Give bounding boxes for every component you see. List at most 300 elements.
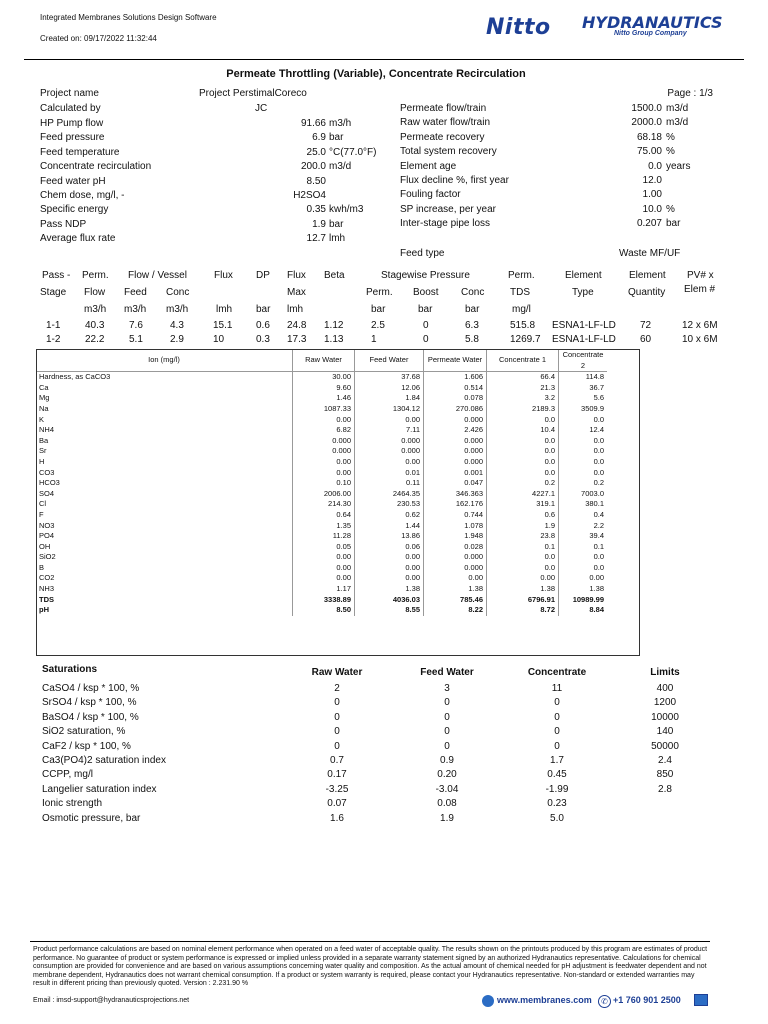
ion-cell: 1.9 bbox=[487, 521, 559, 532]
param-value: 0.35 bbox=[306, 204, 326, 216]
ion-cell: 6796.91 bbox=[487, 595, 559, 606]
ion-row bbox=[37, 552, 607, 563]
ion-cell: 785.46 bbox=[424, 595, 487, 606]
sat-cell: 2 bbox=[334, 683, 340, 694]
param-unit: % bbox=[666, 146, 675, 158]
ion-cell: 2464.35 bbox=[355, 489, 424, 500]
sat-cell: 0.45 bbox=[547, 769, 567, 781]
stage-cell: 0 bbox=[423, 334, 429, 345]
ion-cell: 12.06 bbox=[355, 383, 424, 394]
stage-cell: 1-2 bbox=[46, 334, 61, 345]
ion-cell: 0.06 bbox=[355, 542, 424, 553]
ion-cell: 0.000 bbox=[424, 436, 487, 447]
ion-cell: 7003.0 bbox=[559, 489, 608, 500]
ion-row bbox=[37, 584, 607, 595]
ion-cell: 0.0 bbox=[487, 446, 559, 457]
ion-cell: 0.00 bbox=[355, 415, 424, 426]
footer-divider bbox=[30, 941, 710, 942]
sat-cell: SiO2 saturation, % bbox=[42, 726, 126, 738]
hdr-m3h-3: m3/h bbox=[166, 304, 189, 315]
ion-cell: Mg bbox=[39, 393, 50, 403]
stage-cell: 10 x 6M bbox=[682, 334, 718, 345]
ion-row bbox=[37, 531, 607, 542]
param-label: HP Pump flow bbox=[40, 118, 104, 129]
nitto-logo: Nitto bbox=[486, 15, 551, 40]
ion-cell: 0.078 bbox=[424, 393, 487, 404]
ion-cell: 4036.03 bbox=[355, 595, 424, 606]
ion-header-cell: Concentrate 1 bbox=[487, 350, 559, 372]
param-unit: lmh bbox=[329, 233, 346, 245]
sat-cell: 0 bbox=[554, 726, 560, 738]
ion-cell: Ca bbox=[39, 382, 49, 392]
ion-cell: 0.514 bbox=[424, 383, 487, 394]
ion-row bbox=[37, 404, 607, 415]
ion-cell: 36.7 bbox=[559, 383, 608, 394]
ion-cell: 319.1 bbox=[487, 499, 559, 510]
ion-cell: 0.00 bbox=[293, 573, 355, 584]
param-value: 0.0 bbox=[648, 160, 662, 172]
param-value: 0.207 bbox=[636, 218, 662, 230]
ion-cell: 0.00 bbox=[293, 457, 355, 468]
sat-cell: 50000 bbox=[651, 740, 679, 752]
ion-table bbox=[37, 350, 607, 616]
param-label: Feed water pH bbox=[40, 175, 106, 187]
monitor-icon bbox=[694, 994, 708, 1006]
hdr-bar-2: bar bbox=[371, 304, 386, 315]
ion-cell: 0.000 bbox=[424, 563, 487, 574]
sat-cell: 0.07 bbox=[327, 798, 347, 810]
ion-cell: 0.0 bbox=[487, 457, 559, 468]
ion-cell: 1.38 bbox=[355, 584, 424, 595]
ion-cell: 0.000 bbox=[355, 446, 424, 457]
ion-row bbox=[37, 415, 607, 426]
param-unit: m3/d bbox=[329, 161, 352, 173]
ion-cell: 0.00 bbox=[293, 552, 355, 563]
hdr-perm-tds-1: Perm. bbox=[508, 270, 535, 281]
ion-cell: 0.00 bbox=[355, 457, 424, 468]
stage-cell: 40.3 bbox=[85, 320, 105, 331]
stage-cell: 1-1 bbox=[46, 320, 61, 331]
ion-cell: 37.68 bbox=[355, 372, 424, 383]
ion-row bbox=[37, 468, 607, 479]
param-value: 6.9 bbox=[312, 132, 326, 144]
ion-cell: 0.2 bbox=[559, 478, 608, 489]
param-label: Inter-stage pipe loss bbox=[400, 218, 491, 230]
param-unit: % bbox=[666, 203, 675, 215]
param-unit: years bbox=[666, 160, 691, 172]
param-label: Fouling factor bbox=[400, 189, 461, 201]
ion-row bbox=[37, 436, 607, 447]
ion-cell: 0.00 bbox=[559, 573, 608, 584]
param-unit: kwh/m3 bbox=[329, 204, 364, 216]
ion-cell: 2.426 bbox=[424, 425, 487, 436]
stage-cell: 2.9 bbox=[170, 334, 184, 345]
ion-cell: 0.000 bbox=[424, 415, 487, 426]
ion-cell: 214.30 bbox=[293, 499, 355, 510]
ion-cell: 3509.9 bbox=[559, 404, 608, 415]
ion-cell: 0.2 bbox=[487, 478, 559, 489]
sat-cell: 0.20 bbox=[437, 769, 457, 781]
stage-cell: 60 bbox=[640, 334, 652, 345]
param-value: 8.50 bbox=[306, 175, 326, 187]
feed-type-label: Feed type bbox=[400, 248, 445, 259]
sat-header: Saturations bbox=[42, 664, 98, 675]
sat-cell: 1.7 bbox=[550, 755, 564, 766]
stage-cell: 1.12 bbox=[324, 320, 344, 331]
ion-cell: 0.0 bbox=[487, 436, 559, 447]
ion-cell: 0.0 bbox=[559, 552, 608, 563]
ion-cell: Cl bbox=[39, 499, 47, 509]
sat-cell: 0 bbox=[554, 711, 560, 723]
param-label: Concentrate recirculation bbox=[40, 161, 152, 173]
software-name: Integrated Membranes Solutions Design Software bbox=[40, 13, 217, 22]
hdr-element-type-1: Element bbox=[565, 270, 602, 281]
param-unit: bar bbox=[329, 132, 344, 144]
hdr-pass: Pass - bbox=[42, 270, 71, 281]
ion-cell: 2189.3 bbox=[487, 404, 559, 415]
ion-cell: Na bbox=[39, 403, 49, 413]
ion-cell: H bbox=[39, 456, 45, 466]
ion-cell: 0.64 bbox=[293, 510, 355, 521]
ion-cell: 1.35 bbox=[293, 521, 355, 532]
sat-cell: -3.04 bbox=[435, 783, 459, 795]
ion-cell: 8.72 bbox=[487, 605, 559, 616]
sat-header: Feed Water bbox=[420, 667, 474, 678]
ion-cell: 8.84 bbox=[559, 605, 608, 616]
sat-cell: 2.8 bbox=[658, 783, 672, 795]
ion-cell: 0.05 bbox=[293, 542, 355, 553]
sat-cell: 0 bbox=[444, 711, 450, 723]
hdr-bar-4: bar bbox=[465, 304, 480, 315]
ion-row bbox=[37, 478, 607, 489]
sat-cell: 0 bbox=[334, 740, 340, 752]
param-unit: m3/d bbox=[666, 117, 689, 129]
hdr-feed: Feed bbox=[124, 287, 147, 298]
ion-cell: 0.001 bbox=[424, 468, 487, 479]
sat-cell: 0 bbox=[444, 697, 450, 709]
param-value: 1.9 bbox=[312, 218, 326, 230]
hdr-beta: Beta bbox=[324, 270, 345, 281]
ion-cell: 270.086 bbox=[424, 404, 487, 415]
stage-cell: 5.1 bbox=[129, 334, 143, 345]
stage-cell: 7.6 bbox=[129, 320, 143, 331]
param-value: 2000.0 bbox=[631, 117, 662, 129]
sat-cell: 400 bbox=[656, 683, 674, 694]
ion-row bbox=[37, 563, 607, 574]
hdr-pv-1: PV# x bbox=[687, 270, 714, 281]
ion-cell: 1.078 bbox=[424, 521, 487, 532]
ion-cell: 0.000 bbox=[293, 436, 355, 447]
ion-cell: 0.0 bbox=[559, 436, 608, 447]
ion-cell: 10989.99 bbox=[559, 595, 608, 606]
ion-cell: K bbox=[39, 414, 45, 424]
sat-cell: Ionic strength bbox=[42, 798, 103, 810]
ion-cell: 1.948 bbox=[424, 531, 487, 542]
support-email[interactable]: Email : imsd-support@hydranauticsprojections.net bbox=[33, 997, 190, 1004]
hdr-flux-max-1: Flux bbox=[287, 270, 306, 281]
ion-cell: SO4 bbox=[39, 488, 55, 498]
globe-icon bbox=[482, 995, 494, 1007]
ion-cell: 1.17 bbox=[293, 584, 355, 595]
hdr-conc-pressure: Conc bbox=[461, 287, 485, 298]
ion-cell: 1.606 bbox=[424, 372, 487, 383]
ion-cell: 0.0 bbox=[487, 552, 559, 563]
param-value: 10.0 bbox=[642, 203, 662, 215]
sat-header: Raw Water bbox=[311, 667, 363, 678]
ion-header-cell: Feed Water bbox=[355, 350, 424, 372]
ion-header-cell: Concentrate 2 bbox=[559, 350, 608, 372]
ion-cell: 162.176 bbox=[424, 499, 487, 510]
ion-cell: Sr bbox=[39, 446, 47, 456]
sat-cell: Langelier saturation index bbox=[42, 783, 157, 795]
ion-cell: 0.01 bbox=[355, 468, 424, 479]
ion-cell: 0.00 bbox=[293, 468, 355, 479]
stage-cell: 6.3 bbox=[465, 320, 479, 331]
ion-cell: 0.0 bbox=[559, 468, 608, 479]
ion-cell: OH bbox=[39, 541, 51, 551]
param-label: Raw water flow/train bbox=[400, 117, 491, 129]
ion-cell: 0.000 bbox=[355, 436, 424, 447]
ion-cell: 39.4 bbox=[559, 531, 608, 542]
sat-cell: 10000 bbox=[651, 711, 679, 723]
disclaimer: Product performance calculations are based on nominal element performance when operated on a feed water of acceptable quality. The results shown on the printouts produced by this program are estimates of product performance. No guarantee of product or system performance is expressed or implied unless provided in a separate warranty statement signed by an authorized Hydranautics representative. Calculations for chemical consumption are provided for convenience and are based on various assumptions concerning water quality and composition. As the actual amount of chemical needed for pH adjustment is feedwater dependent and not membrane dependent, Hydranautics does not warrant chemical consumption. If a product or system warranty is required, please contact your Hydranautics representative. Non-standard or extended warranties may result in different pricing than previously quoted. Version : 2.231.90 % bbox=[33, 946, 708, 988]
param-value: 1500.0 bbox=[631, 103, 662, 114]
stage-cell: ESNA1-LF-LD bbox=[552, 320, 616, 331]
created-date: Created on: 09/17/2022 11:32:44 bbox=[40, 34, 157, 43]
ion-cell: TDS bbox=[39, 594, 54, 604]
ion-row bbox=[37, 489, 607, 500]
ion-row bbox=[37, 595, 607, 606]
stage-cell: 5.8 bbox=[465, 334, 479, 345]
param-label: Average flux rate bbox=[40, 233, 116, 245]
ion-cell: 0.028 bbox=[424, 542, 487, 553]
hdr-conc: Conc bbox=[166, 287, 190, 298]
stage-cell: 12 x 6M bbox=[682, 320, 718, 331]
project-name-label: Project name bbox=[40, 88, 99, 99]
hdr-lmh-1: lmh bbox=[216, 304, 233, 315]
hdr-perm-tds-2: TDS bbox=[510, 287, 530, 298]
ion-cell: 0.4 bbox=[559, 510, 608, 521]
param-unit: % bbox=[666, 131, 675, 143]
ion-cell: 0.00 bbox=[293, 415, 355, 426]
stage-cell: 15.1 bbox=[213, 320, 233, 331]
param-value: 12.0 bbox=[642, 175, 662, 186]
ion-row bbox=[37, 457, 607, 468]
ion-table-header bbox=[37, 350, 607, 372]
hdr-flux-max-2: Max bbox=[287, 287, 306, 298]
hdr-m3h-2: m3/h bbox=[124, 304, 147, 315]
ion-cell: HCO3 bbox=[39, 478, 60, 488]
ion-cell: 114.8 bbox=[559, 372, 608, 383]
ion-cell: 1087.33 bbox=[293, 404, 355, 415]
ion-cell: 11.28 bbox=[293, 531, 355, 542]
ion-cell: 230.53 bbox=[355, 499, 424, 510]
hdr-stage: Stage bbox=[40, 287, 67, 298]
hdr-perm: Perm. bbox=[82, 270, 109, 281]
ion-cell: 0.10 bbox=[293, 478, 355, 489]
ion-cell: SiO2 bbox=[39, 552, 56, 562]
ion-cell: NH4 bbox=[39, 425, 55, 435]
ion-cell: 2006.00 bbox=[293, 489, 355, 500]
sat-cell: 0.08 bbox=[437, 798, 457, 810]
hdr-bar-3: bar bbox=[418, 304, 433, 315]
ion-header-cell: Ion (mg/l) bbox=[37, 350, 293, 372]
stage-cell: 1.13 bbox=[324, 334, 344, 345]
ion-cell: 0.0 bbox=[487, 468, 559, 479]
sat-cell: 0.9 bbox=[440, 755, 454, 766]
sat-cell: 0.23 bbox=[547, 798, 567, 810]
hdr-bar-1: bar bbox=[256, 304, 271, 315]
ion-cell: 0.62 bbox=[355, 510, 424, 521]
param-label: Total system recovery bbox=[400, 146, 497, 158]
ion-cell: 0.0 bbox=[559, 446, 608, 457]
ion-cell: 0.0 bbox=[487, 563, 559, 574]
param-label: Feed pressure bbox=[40, 132, 105, 144]
param-value: 1.00 bbox=[642, 189, 662, 201]
param-value: 200.0 bbox=[300, 161, 326, 173]
ion-cell: 1.38 bbox=[424, 584, 487, 595]
page-number: Page : 1/3 bbox=[667, 88, 713, 99]
hydranautics-logo-text: HYDRANAUTICS bbox=[582, 13, 723, 32]
stage-cell: 0.3 bbox=[256, 334, 270, 345]
sat-cell: CaSO4 / ksp * 100, % bbox=[42, 683, 140, 694]
ion-row bbox=[37, 573, 607, 584]
sat-header: Concentrate bbox=[527, 667, 587, 678]
hdr-flow: Flow bbox=[84, 287, 106, 298]
hdr-pv-2: Elem # bbox=[684, 284, 716, 295]
sat-cell: 0.17 bbox=[327, 769, 347, 781]
ion-cell: NH3 bbox=[39, 584, 55, 594]
hydranautics-logo-sub: Nitto Group Company bbox=[614, 30, 687, 37]
sat-cell: -3.25 bbox=[325, 783, 349, 795]
stage-cell: 0.6 bbox=[256, 320, 270, 331]
sat-cell: CCPP, mg/l bbox=[42, 769, 93, 781]
stage-cell: 4.3 bbox=[170, 320, 184, 331]
calculated-by-value: JC bbox=[255, 103, 268, 114]
ion-cell: 0.00 bbox=[355, 573, 424, 584]
stage-cell: 17.3 bbox=[287, 334, 307, 345]
ion-cell: 3.2 bbox=[487, 393, 559, 404]
ion-row bbox=[37, 605, 607, 616]
phone-icon: ✆ bbox=[598, 995, 611, 1008]
ion-cell: 0.0 bbox=[559, 415, 608, 426]
ion-cell: Ba bbox=[39, 435, 49, 445]
stage-cell: 22.2 bbox=[85, 334, 105, 345]
hdr-element-type-2: Type bbox=[572, 287, 594, 298]
sat-header: Limits bbox=[650, 667, 680, 678]
stage-cell: 2.5 bbox=[371, 320, 385, 331]
ion-cell: 0.00 bbox=[424, 573, 487, 584]
ion-cell: 5.6 bbox=[559, 393, 608, 404]
hdr-dp: DP bbox=[256, 270, 270, 281]
sat-cell: Osmotic pressure, bar bbox=[42, 812, 141, 824]
ion-row bbox=[37, 510, 607, 521]
ion-cell: 10.4 bbox=[487, 425, 559, 436]
ion-cell: 0.0 bbox=[559, 563, 608, 574]
param-label: Chem dose, mg/l, - bbox=[40, 190, 125, 201]
ion-cell: 0.1 bbox=[487, 542, 559, 553]
feed-type-value: Waste MF/UF bbox=[619, 248, 681, 259]
param-value: 75.00 bbox=[636, 146, 662, 158]
ion-cell: 30.00 bbox=[293, 372, 355, 383]
ion-cell: 0.6 bbox=[487, 510, 559, 521]
sat-cell: BaSO4 / ksp * 100, % bbox=[42, 711, 139, 723]
stage-cell: ESNA1-LF-LD bbox=[552, 334, 616, 345]
stage-cell: 10 bbox=[213, 334, 225, 345]
hdr-element-qty-2: Quantity bbox=[628, 287, 666, 298]
param-label: Permeate recovery bbox=[400, 131, 485, 143]
ion-cell: F bbox=[39, 509, 44, 519]
hdr-mgl: mg/l bbox=[512, 304, 531, 315]
phone-number[interactable]: +1 760 901 2500 bbox=[613, 995, 681, 1005]
ion-cell: 0.00 bbox=[487, 573, 559, 584]
sat-cell: Ca3(PO4)2 saturation index bbox=[42, 755, 166, 766]
website-link[interactable]: www.membranes.com bbox=[497, 995, 592, 1005]
ion-row bbox=[37, 499, 607, 510]
param-value: 12.7 bbox=[306, 233, 326, 245]
ion-cell: 0.0 bbox=[487, 415, 559, 426]
calculated-by-label: Calculated by bbox=[40, 103, 101, 114]
hdr-element-qty-1: Element bbox=[629, 270, 666, 281]
hdr-perm-pressure: Perm. bbox=[366, 287, 393, 298]
hdr-flux: Flux bbox=[214, 270, 233, 281]
ion-cell: NO3 bbox=[39, 520, 55, 530]
header-divider bbox=[24, 59, 744, 60]
sat-cell: 0 bbox=[334, 697, 340, 709]
sat-cell: 0 bbox=[554, 697, 560, 709]
ion-header-cell: Permeate Water bbox=[424, 350, 487, 372]
ion-cell: 8.55 bbox=[355, 605, 424, 616]
ion-row bbox=[37, 393, 607, 404]
ion-cell: 380.1 bbox=[559, 499, 608, 510]
page-title: Permeate Throttling (Variable), Concentrate Recirculation bbox=[226, 68, 526, 80]
ion-row bbox=[37, 521, 607, 532]
stage-cell: 24.8 bbox=[287, 320, 307, 331]
hdr-stagewise: Stagewise Pressure bbox=[381, 270, 470, 281]
sat-cell: 0 bbox=[334, 726, 340, 738]
ion-row bbox=[37, 542, 607, 553]
ion-cell: 21.3 bbox=[487, 383, 559, 394]
ion-header-cell: Raw Water bbox=[293, 350, 355, 372]
sat-cell: 1.9 bbox=[440, 812, 454, 824]
param-value: 25.0 bbox=[306, 146, 326, 158]
ion-cell: 3338.89 bbox=[293, 595, 355, 606]
ion-cell: 0.047 bbox=[424, 478, 487, 489]
param-label: Feed temperature bbox=[40, 146, 120, 158]
hdr-lmh-2: lmh bbox=[287, 304, 304, 315]
ion-cell: Hardness, as CaCO3 bbox=[39, 372, 111, 382]
hdr-flow-vessel: Flow / Vessel bbox=[128, 270, 187, 281]
ion-row bbox=[37, 425, 607, 436]
sat-cell: 140 bbox=[656, 726, 674, 738]
hydranautics-logo bbox=[582, 13, 723, 43]
ion-cell: 0.11 bbox=[355, 478, 424, 489]
stage-cell: 1 bbox=[371, 334, 377, 345]
sat-cell: 850 bbox=[656, 769, 674, 781]
param-value: 91.66 bbox=[300, 118, 326, 129]
ion-cell: CO3 bbox=[39, 467, 55, 477]
ion-cell: 0.000 bbox=[424, 446, 487, 457]
ion-cell: 1.44 bbox=[355, 521, 424, 532]
ion-row bbox=[37, 372, 607, 383]
ion-cell: PO4 bbox=[39, 531, 55, 541]
sat-cell: CaF2 / ksp * 100, % bbox=[42, 740, 131, 752]
ion-cell: 7.11 bbox=[355, 425, 424, 436]
ion-cell: 66.4 bbox=[487, 372, 559, 383]
ion-cell: 8.22 bbox=[424, 605, 487, 616]
sat-cell: 1200 bbox=[653, 697, 677, 709]
ion-cell: 0.00 bbox=[293, 563, 355, 574]
